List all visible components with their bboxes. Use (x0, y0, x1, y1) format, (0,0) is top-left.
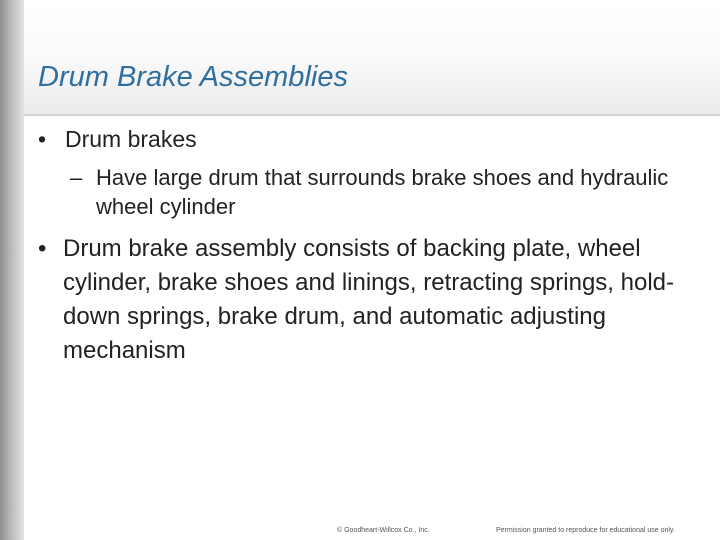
footer-copyright: © Goodheart-Willcox Co., Inc. (337, 527, 430, 534)
bullet-marker: • (38, 126, 47, 152)
bullet-marker: • (38, 235, 47, 262)
slide-title: Drum Brake Assemblies (38, 61, 348, 93)
title-divider (24, 114, 720, 116)
sub-bullet-text: Have large drum that surrounds brake shoes and hydraulic wheel cylinder (96, 165, 669, 219)
footer-permission: Permission granted to reproduce for educational use only. (496, 527, 675, 534)
sub-bullet-marker: – (70, 165, 83, 190)
left-accent-bar (0, 0, 24, 540)
bullet-text: Drum brake assembly consists of backing plate, wheel cylinder, brake shoes and linings, retracting springs, hold-down springs, brake drum, and automatic adjusting mechanism (63, 235, 674, 364)
title-band (24, 0, 720, 114)
bullet-text: Drum brakes (65, 126, 197, 152)
